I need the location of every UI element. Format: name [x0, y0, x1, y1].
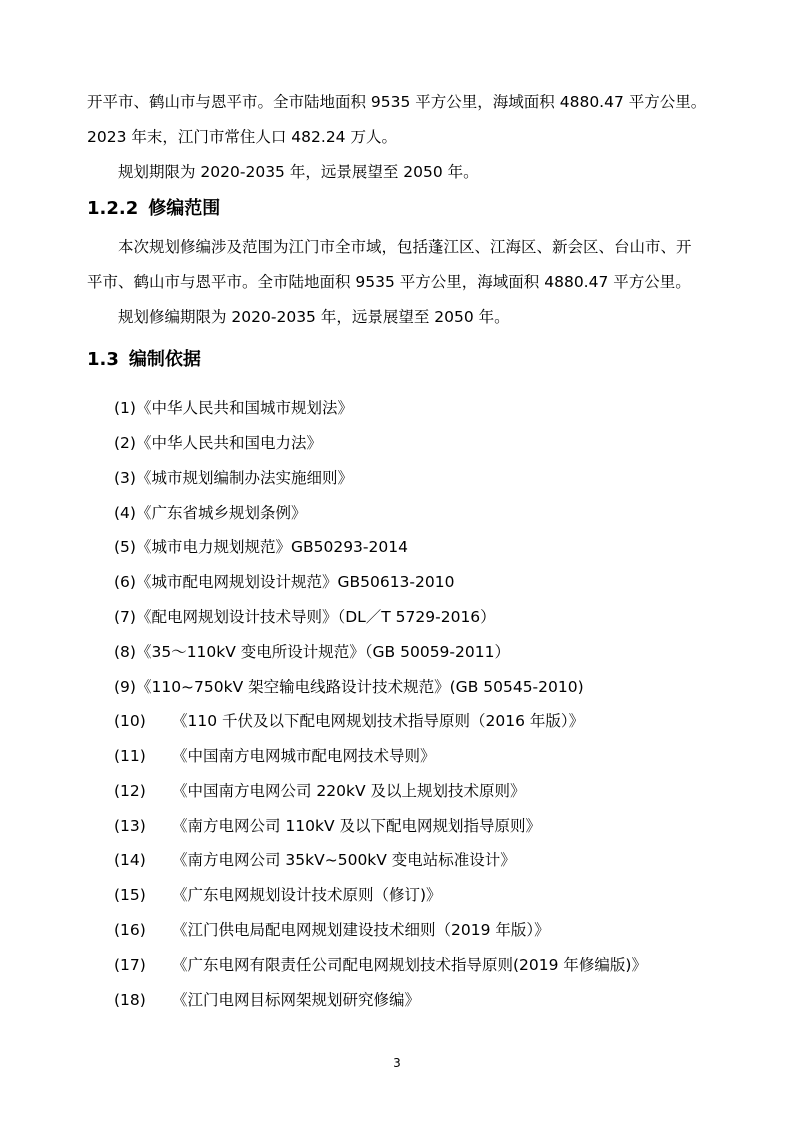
reference-number: (11): [114, 747, 146, 765]
reference-number: (17): [114, 956, 146, 974]
reference-number: (18): [114, 991, 146, 1009]
reference-text: 《城市规划编制办法实施细则》: [135, 469, 353, 487]
reference-item: [114, 816, 541, 836]
reference-item: [114, 572, 454, 592]
reference-text: 《南方电网公司 110kV 及以下配电网规划指导原则》: [172, 817, 542, 835]
reference-text: 《中国南方电网公司 220kV 及以上规划技术原则》: [172, 782, 526, 800]
reference-number: (15): [114, 886, 146, 904]
reference-number: (9): [114, 678, 136, 696]
reference-item: [114, 955, 647, 975]
reference-number: (4): [114, 504, 136, 522]
reference-number: (12): [114, 782, 146, 800]
reference-item: [114, 503, 306, 523]
scope-line-1: 本次规划修编涉及范围为江门市全市域，包括蓬江区、江海区、新会区、台山市、开: [118, 238, 692, 256]
reference-text: 《广东电网规划设计技术原则（修订)》: [172, 886, 442, 904]
section-heading-1-2-2: [87, 198, 220, 220]
reference-number: (8): [114, 643, 136, 661]
reference-item: [114, 990, 420, 1010]
section-number: 1.2.2: [87, 198, 139, 219]
reference-text: 《中国南方电网城市配电网技术导则》: [172, 747, 436, 765]
scope-line-2: 平市、鹤山市与恩平市。全市陆地面积 9535 平方公里，海域面积 4880.47 平方公里。: [87, 273, 691, 291]
reference-number: (6): [114, 573, 136, 591]
reference-item: [114, 746, 436, 766]
reference-number: (5): [114, 538, 136, 556]
reference-item: [114, 850, 516, 870]
reference-item: [114, 711, 584, 731]
reference-item: [114, 642, 510, 662]
section-heading-1-3: [87, 349, 201, 371]
reference-text: 《110~750kV 架空输电线路设计技术规范》(GB 50545-2010): [135, 678, 584, 696]
reference-item: [114, 607, 496, 627]
reference-item: [114, 885, 442, 905]
reference-item: [114, 920, 550, 940]
reference-item: [114, 677, 584, 697]
reference-number: (7): [114, 608, 136, 626]
intro-line-3: 规划期限为 2020-2035 年，远景展望至 2050 年。: [118, 163, 479, 181]
reference-item: [114, 433, 322, 453]
reference-text: 《广东省城乡规划条例》: [135, 504, 307, 522]
intro-line-1: 开平市、鹤山市与恩平市。全市陆地面积 9535 平方公里，海域面积 4880.47 平方公里。: [87, 93, 707, 111]
section-number: 1.3: [87, 349, 119, 370]
reference-text: 《110 千伏及以下配电网规划技术指导原则（2016 年版）》: [172, 712, 585, 730]
reference-item: [114, 468, 353, 488]
reference-number: (10): [114, 712, 146, 730]
reference-number: (2): [114, 434, 136, 452]
reference-number: (16): [114, 921, 146, 939]
reference-number: (1): [114, 399, 136, 417]
reference-text: 《城市配电网规划设计规范》GB50613-2010: [135, 573, 455, 591]
reference-text: 《中华人民共和国城市规划法》: [135, 399, 353, 417]
reference-text: 《35～110kV 变电所设计规范》（GB 50059-2011）: [135, 643, 510, 661]
reference-text: 《配电网规划设计技术导则》（DL／T 5729-2016）: [135, 608, 496, 626]
reference-text: 《城市电力规划规范》GB50293-2014: [135, 538, 408, 556]
section-title: 修编范围: [148, 198, 221, 219]
reference-text: 《广东电网有限责任公司配电网规划技术指导原则(2019 年修编版)》: [172, 956, 647, 974]
reference-text: 《南方电网公司 35kV~500kV 变电站标准设计》: [172, 851, 516, 869]
reference-item: [114, 398, 353, 418]
section-title: 编制依据: [128, 349, 201, 370]
reference-item: [114, 537, 408, 557]
scope-line-3: 规划修编期限为 2020-2035 年，远景展望至 2050 年。: [118, 308, 510, 326]
reference-number: (14): [114, 851, 146, 869]
reference-item: [114, 781, 526, 801]
reference-text: 《江门电网目标网架规划研究修编》: [172, 991, 421, 1009]
reference-text: 《中华人民共和国电力法》: [135, 434, 322, 452]
intro-line-2: 2023 年末，江门市常住人口 482.24 万人。: [87, 128, 397, 146]
reference-text: 《江门供电局配电网规划建设技术细则（2019 年版）》: [172, 921, 550, 939]
reference-number: (13): [114, 817, 146, 835]
page-number: 3: [393, 1056, 401, 1070]
reference-number: (3): [114, 469, 136, 487]
